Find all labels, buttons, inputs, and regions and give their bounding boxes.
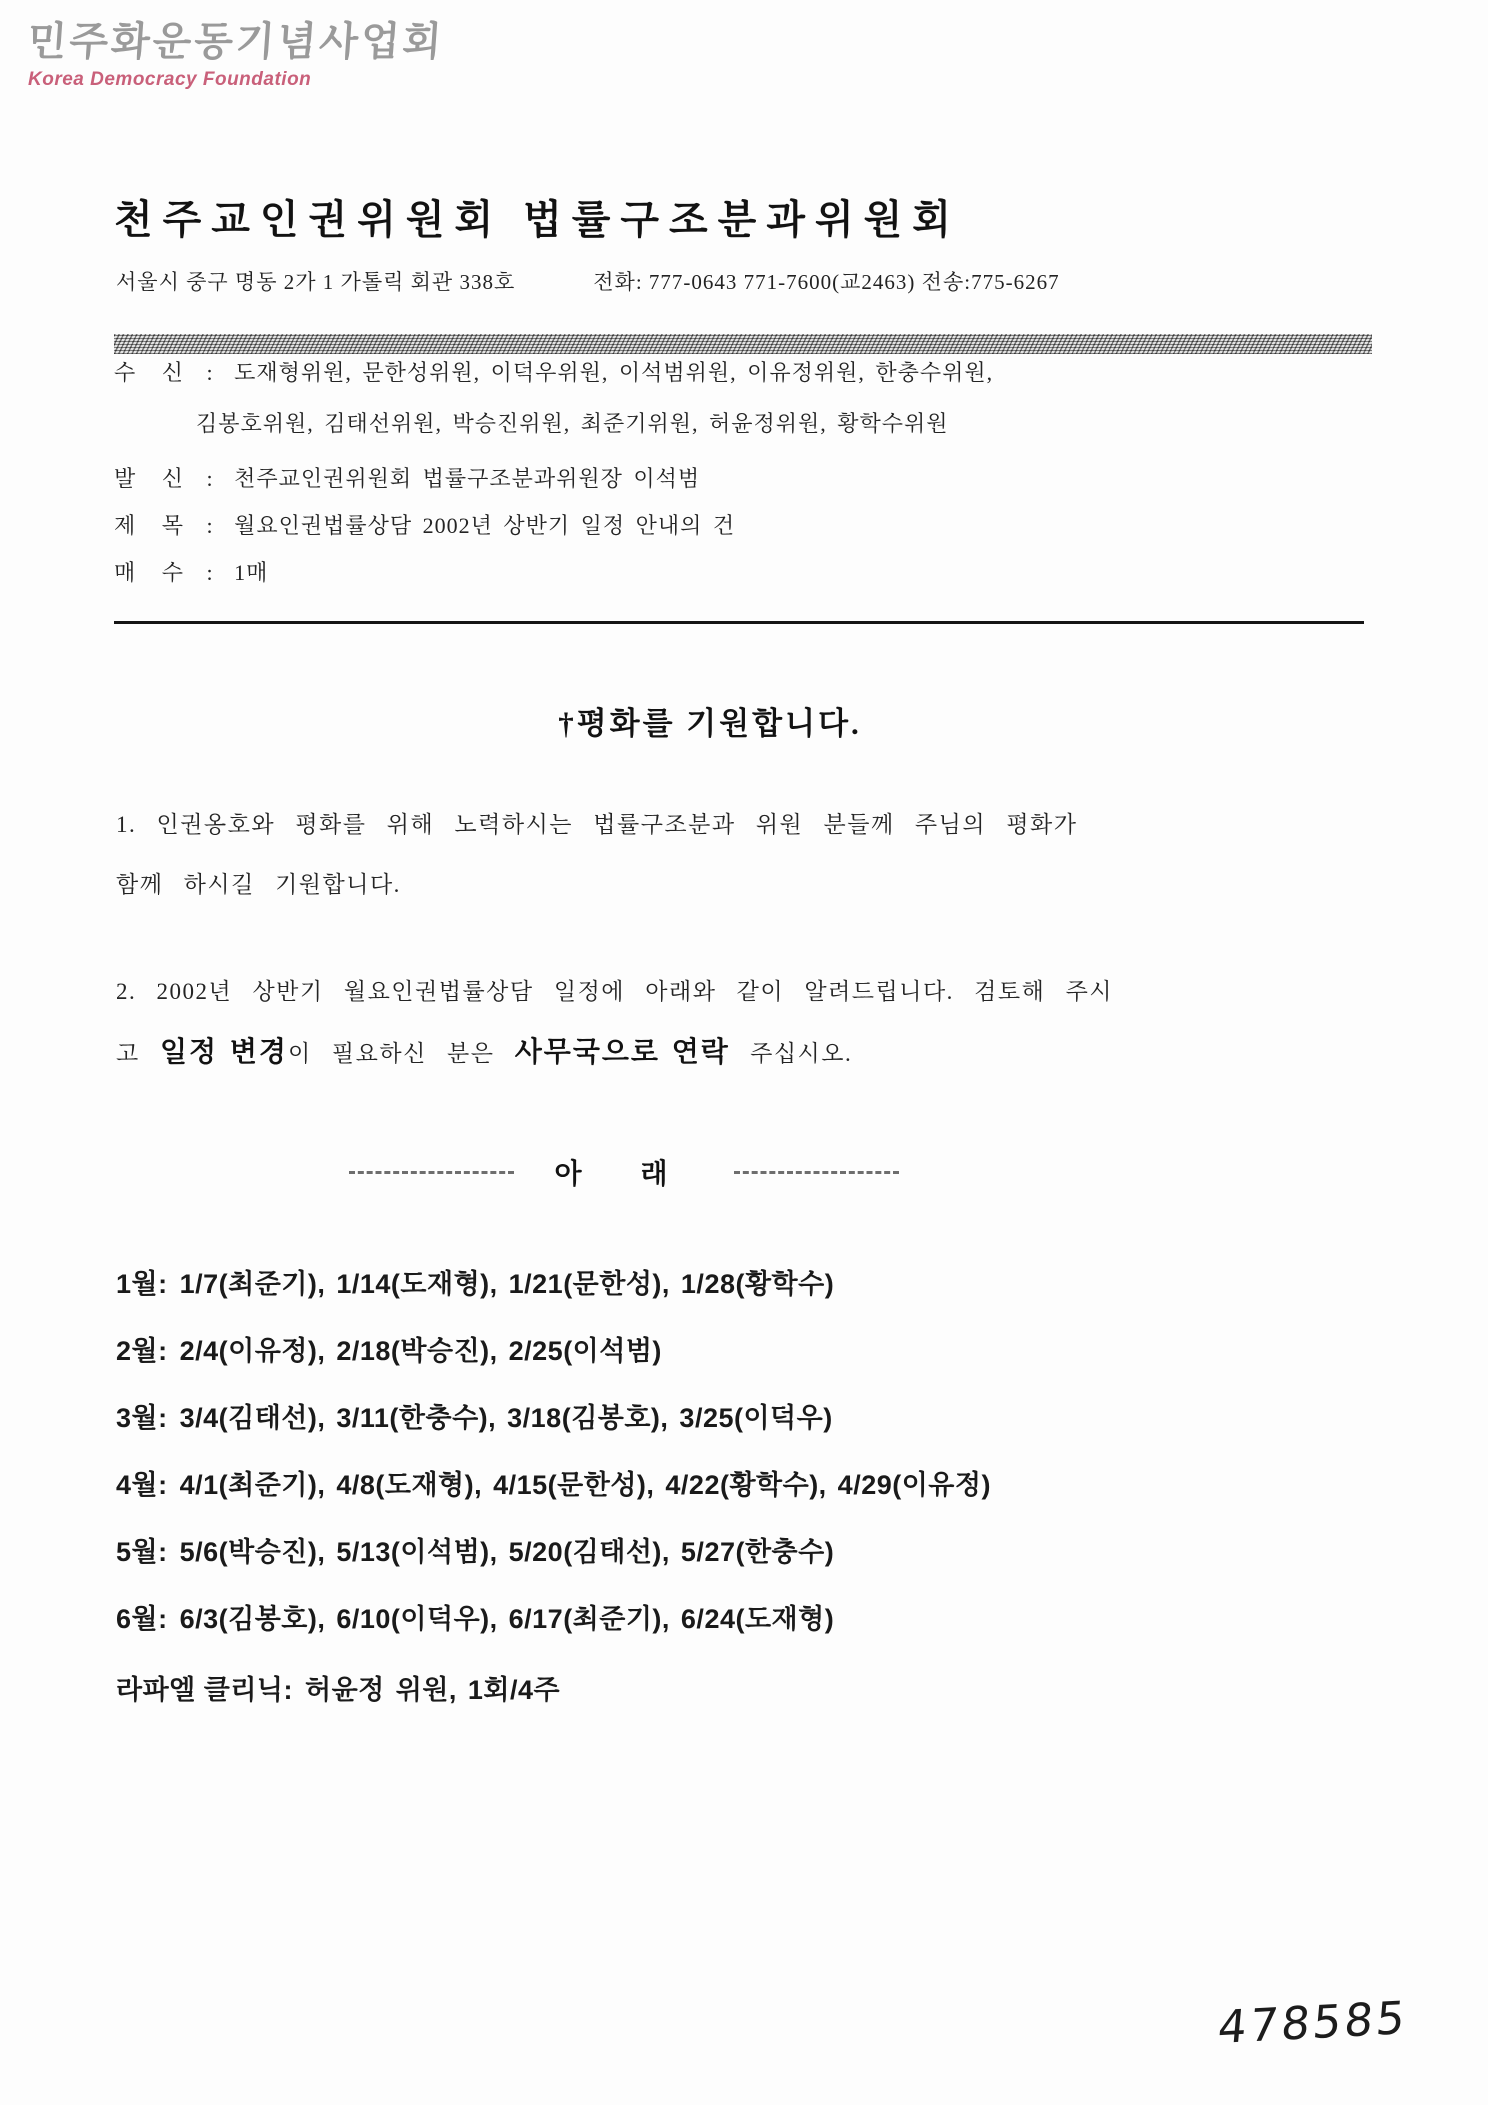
dash-line-right <box>734 1171 899 1174</box>
schedule-month-label: 2월: <box>116 1336 168 1366</box>
memo-label-char: 신 <box>161 360 184 385</box>
greeting-title: †평화를 기원합니다. <box>558 706 862 741</box>
memo-pages-label <box>114 556 184 587</box>
foundation-logo-korean-text: 민주화운동기념사업회 <box>26 19 446 65</box>
memo-label-char: 목 <box>161 513 184 538</box>
memo-recipient-line1: 도재형위원, 문한성위원, 이덕우위원, 이석범위원, 이유정위원, 한충수위원, <box>234 360 994 385</box>
memo-recipient-line2: 김봉호위원, 김태선위원, 박승진위원, 최준기위원, 허윤정위원, 황학수위원 <box>196 411 949 436</box>
paragraph2-text: 주십시오. <box>729 1041 853 1066</box>
schedule-row-may <box>116 1530 834 1569</box>
memo-sender-row <box>114 462 700 493</box>
schedule-row-april <box>116 1463 991 1502</box>
org-address: 서울시 중구 명동 2가 1 가톨릭 회관 338호 <box>116 270 516 294</box>
memo-recipient-row <box>114 356 993 387</box>
memo-label-char: 수 <box>161 560 184 585</box>
schedule-row-raphael-clinic <box>116 1668 560 1707</box>
paragraph2-text: 이 필요하신 분은 <box>287 1041 515 1066</box>
paragraph1-line1: 1. 인권옹호와 평화를 위해 노력하시는 법률구조분과 위원 분들께 주님의 평화가 <box>116 812 1078 837</box>
memo-subject-label <box>114 509 184 540</box>
schedule-row-march <box>116 1396 833 1435</box>
memo-pages-row <box>114 556 268 587</box>
memo-pages-value: 1매 <box>234 560 269 585</box>
memo-recipient-label <box>114 356 184 387</box>
letterhead-contact-line <box>116 266 1060 296</box>
schedule-entries: 1/7(최준기), 1/14(도재형), 1/21(문한성), 1/28(황학수) <box>179 1269 835 1299</box>
schedule-entries: 3/4(김태선), 3/11(한충수), 3/18(김봉호), 3/25(이덕우) <box>179 1403 833 1433</box>
below-section-divider <box>114 1152 1134 1192</box>
horizontal-rule <box>114 621 1364 624</box>
schedule-month-label: 3월: <box>116 1403 168 1433</box>
paragraph2-line1: 2. 2002년 상반기 월요인권법률상담 일정에 아래와 같이 알려드립니다. 검토해 주시 <box>116 979 1114 1004</box>
memo-sender-label <box>114 462 184 493</box>
below-section-label: 아 래 <box>554 1159 694 1190</box>
memo-subject-value: 월요인권법률상담 2002년 상반기 일정 안내의 건 <box>234 513 736 538</box>
paragraph2-text: 고 <box>116 1041 160 1066</box>
schedule-entries: 5/6(박승진), 5/13(이석범), 5/20(김태선), 5/27(한충수) <box>179 1537 835 1567</box>
schedule-month-label: 1월: <box>116 1269 168 1299</box>
schedule-month-label: 4월: <box>116 1470 168 1500</box>
schedule-entries: 6/3(김봉호), 6/10(이덕우), 6/17(최준기), 6/24(도재형) <box>179 1604 835 1634</box>
paragraph2-line2 <box>116 1030 852 1070</box>
foundation-logo-english-text: Korea Democracy Foundation <box>28 69 312 90</box>
memo-label-char: 제 <box>114 513 137 538</box>
memo-separator: : <box>206 560 214 585</box>
schedule-change-emphasis: 일정 변경 <box>159 1036 288 1067</box>
schedule-row-january <box>116 1262 834 1301</box>
memo-separator: : <box>206 360 214 385</box>
memo-separator: : <box>206 466 214 491</box>
foundation-logo <box>28 10 444 91</box>
memo-label-char: 신 <box>161 466 184 491</box>
contact-office-emphasis: 사무국으로 연락 <box>514 1036 730 1067</box>
org-title: 천주교인권위원회 법률구조분과위원회 <box>114 197 961 242</box>
hatched-divider <box>114 334 1372 354</box>
schedule-entries: 2/4(이유정), 2/18(박승진), 2/25(이석범) <box>179 1336 662 1366</box>
memo-sender-value: 천주교인권위원회 법률구조분과위원장 이석범 <box>234 466 701 491</box>
schedule-month-label: 6월: <box>116 1604 168 1634</box>
schedule-row-june <box>116 1597 834 1636</box>
memo-label-char: 매 <box>114 560 137 585</box>
schedule-month-label: 5월: <box>116 1537 168 1567</box>
dash-line-left <box>349 1171 514 1174</box>
memo-subject-row <box>114 509 735 540</box>
handwritten-archive-number: 478585 <box>1215 1990 1410 2055</box>
schedule-entries: 허윤정 위원, 1회/4주 <box>305 1675 561 1705</box>
memo-separator: : <box>206 513 214 538</box>
schedule-row-february <box>116 1329 662 1368</box>
paragraph1-line2: 함께 하시길 기원합니다. <box>116 872 401 897</box>
schedule-entries: 4/1(최준기), 4/8(도재형), 4/15(문한성), 4/22(황학수), 4/29(이유정) <box>179 1470 991 1500</box>
memo-label-char: 발 <box>114 466 137 491</box>
org-phone-fax: 전화: 777-0643 771-7600(교2463) 전송:775-6267 <box>593 270 1060 294</box>
memo-label-char: 수 <box>114 360 137 385</box>
schedule-month-label: 라파엘 클리닉: <box>116 1675 293 1705</box>
